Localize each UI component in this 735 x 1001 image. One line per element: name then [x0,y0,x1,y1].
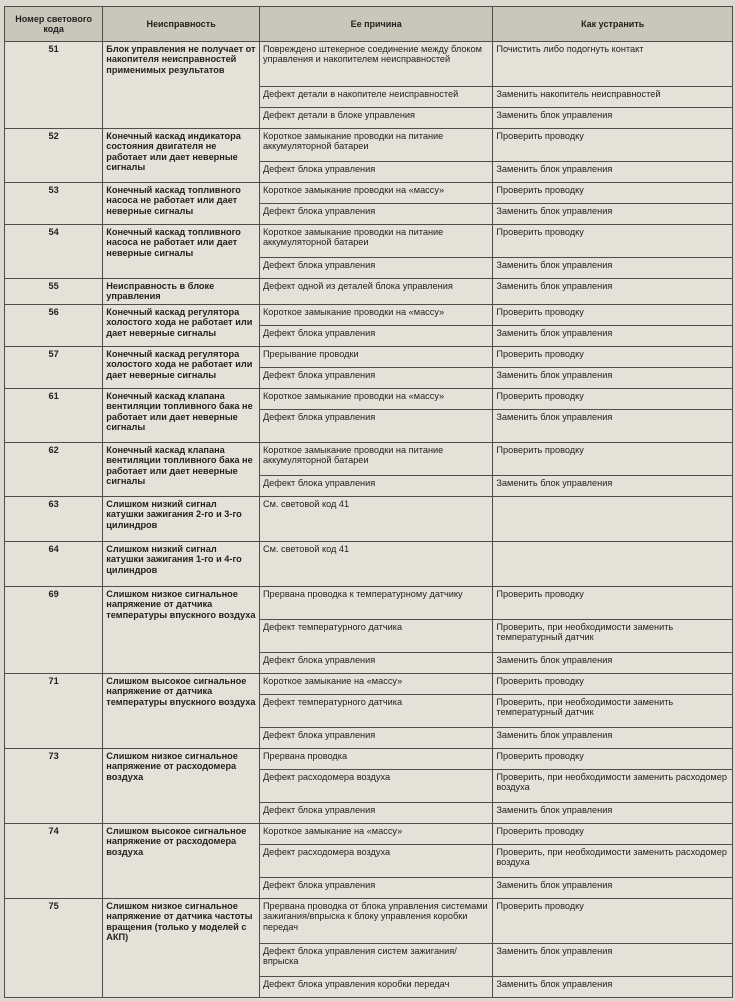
fault-cell: Конечный каскад топливного насоса не работает или дает неверные сигналы [103,225,260,279]
table-row [5,586,733,619]
fix-cell: Заменить блок управления [493,652,733,673]
table-row [5,304,733,325]
fix-cell: Проверить, при необходимости заменить расходомер воздуха [493,769,733,802]
fix-cell: Проверить проводку [493,586,733,619]
fault-cell: Слишком высокое сигнальное напряжение от расходомера воздуха [103,823,260,898]
fix-cell: Заменить блок управления [493,877,733,898]
cause-cell: Короткое замыкание проводки на «массу» [259,388,492,409]
table-body [5,42,733,998]
cause-cell: Дефект расходомера воздуха [259,844,492,877]
fix-cell: Заменить блок управления [493,162,733,183]
fix-cell: Заменить блок управления [493,802,733,823]
table-row [5,129,733,162]
cause-cell: См. световой код 41 [259,541,492,586]
table-row [5,673,733,694]
fix-cell: Заменить блок управления [493,258,733,279]
fault-cell: Слишком низкое сигнальное напряжение от датчика частоты вращения (только у моделей с АКП) [103,898,260,997]
table-row [5,496,733,541]
cause-cell: Прерывание проводки [259,346,492,367]
fix-cell: Заменить накопитель неисправностей [493,87,733,108]
code-cell: 69 [5,586,103,673]
cause-cell: Короткое замыкание на «массу» [259,823,492,844]
fix-cell: Заменить блок управления [493,325,733,346]
fix-cell: Заменить блок управления [493,943,733,976]
fault-cell: Конечный каскад индикатора состояния двигателя не работает или дает неверные сигналы [103,129,260,183]
fix-cell: Проверить, при необходимости заменить расходомер воздуха [493,844,733,877]
code-cell: 54 [5,225,103,279]
code-cell: 62 [5,442,103,496]
cause-cell: Короткое замыкание проводки на питание аккумуляторной батареи [259,442,492,475]
table-row [5,225,733,258]
fault-cell: Конечный каскад клапана вентиляции топливного бака не работает или дает неверные сигналы [103,388,260,442]
table-row [5,183,733,204]
table-row [5,541,733,586]
header-code: Номер светового кода [5,7,103,42]
code-cell: 57 [5,346,103,388]
cause-cell: Дефект блока управления [259,325,492,346]
fix-cell: Заменить блок управления [493,976,733,997]
fix-cell: Проверить проводку [493,748,733,769]
fix-cell: Проверить, при необходимости заменить температурный датчик [493,694,733,727]
header-cause: Ее причина [259,7,492,42]
fix-cell [493,496,733,541]
fix-cell: Заменить блок управления [493,279,733,305]
fault-cell: Слишком высокое сигнальное напряжение от датчика температуры впускного воздуха [103,673,260,748]
table-row [5,442,733,475]
fault-cell: Конечный каскад регулятора холостого хода не работает или дает неверные сигналы [103,346,260,388]
cause-cell: Короткое замыкание проводки на питание аккумуляторной батареи [259,225,492,258]
code-cell: 61 [5,388,103,442]
cause-cell: Прервана проводка [259,748,492,769]
fault-cell: Слишком низкое сигнальное напряжение от расходомера воздуха [103,748,260,823]
fix-cell: Проверить, при необходимости заменить температурный датчик [493,619,733,652]
fix-cell: Почистить либо подогнуть контакт [493,42,733,87]
fault-code-table [4,6,733,998]
cause-cell: Дефект блока управления [259,204,492,225]
table-row [5,346,733,367]
cause-cell: Повреждено штекерное соединение между блоком управления и накопителем неисправностей [259,42,492,87]
fault-cell: Блок управления не получает от накопителя неисправностей применимых результатов [103,42,260,129]
fix-cell: Заменить блок управления [493,204,733,225]
fault-cell: Конечный каскад топливного насоса не работает или дает неверные сигналы [103,183,260,225]
fault-cell: Конечный каскад клапана вентиляции топливного бака не работает или дает неверные сигналы [103,442,260,496]
cause-cell: Дефект блока управления [259,367,492,388]
code-cell: 55 [5,279,103,305]
code-cell: 73 [5,748,103,823]
fix-cell: Заменить блок управления [493,727,733,748]
fix-cell [493,541,733,586]
fix-cell: Проверить проводку [493,442,733,475]
code-cell: 53 [5,183,103,225]
code-cell: 74 [5,823,103,898]
fix-cell: Проверить проводку [493,898,733,943]
table-row [5,279,733,305]
cause-cell: Дефект температурного датчика [259,619,492,652]
table-header-row [5,7,733,42]
cause-cell: Дефект блока управления систем зажигания/впрыска [259,943,492,976]
code-cell: 63 [5,496,103,541]
cause-cell: Дефект одной из деталей блока управления [259,279,492,305]
fix-cell: Заменить блок управления [493,409,733,442]
cause-cell: Дефект блока управления коробки передач [259,976,492,997]
cause-cell: Дефект блока управления [259,727,492,748]
fault-cell: Неисправность в блоке управления [103,279,260,305]
cause-cell: Короткое замыкание проводки на «массу» [259,183,492,204]
fix-cell: Заменить блок управления [493,367,733,388]
code-cell: 52 [5,129,103,183]
fix-cell: Заменить блок управления [493,108,733,129]
table-row [5,42,733,87]
fix-cell: Проверить проводку [493,129,733,162]
header-fault: Неисправность [103,7,260,42]
fault-cell: Слишком низкий сигнал катушки зажигания 2-го и 3-го цилиндров [103,496,260,541]
fix-cell: Проверить проводку [493,823,733,844]
cause-cell: Дефект детали в блоке управления [259,108,492,129]
cause-cell: Дефект блока управления [259,652,492,673]
table-row [5,823,733,844]
cause-cell: Дефект блока управления [259,409,492,442]
cause-cell: Короткое замыкание проводки на питание аккумуляторной батареи [259,129,492,162]
fix-cell: Проверить проводку [493,673,733,694]
fault-cell: Слишком низкое сигнальное напряжение от датчика температуры впускного воздуха [103,586,260,673]
fault-cell: Слишком низкий сигнал катушки зажигания 1-го и 4-го цилиндров [103,541,260,586]
table-row [5,748,733,769]
fix-cell: Проверить проводку [493,388,733,409]
cause-cell: Прервана проводка от блока управления системами зажигания/впрыска к блоку управления коробки передач [259,898,492,943]
cause-cell: Дефект блока управления [259,162,492,183]
fault-cell: Конечный каскад регулятора холостого хода не работает или дает неверные сигналы [103,304,260,346]
cause-cell: Дефект детали в накопителе неисправностей [259,87,492,108]
document-page [4,6,733,999]
cause-cell: Дефект блока управления [259,802,492,823]
code-cell: 56 [5,304,103,346]
header-fix: Как устранить [493,7,733,42]
table-row [5,388,733,409]
cause-cell: См. световой код 41 [259,496,492,541]
fix-cell: Проверить проводку [493,225,733,258]
code-cell: 71 [5,673,103,748]
cause-cell: Короткое замыкание на «массу» [259,673,492,694]
fix-cell: Проверить проводку [493,304,733,325]
code-cell: 64 [5,541,103,586]
fix-cell: Заменить блок управления [493,475,733,496]
cause-cell: Дефект блока управления [259,258,492,279]
fix-cell: Проверить проводку [493,183,733,204]
cause-cell: Дефект блока управления [259,877,492,898]
cause-cell: Прервана проводка к температурному датчику [259,586,492,619]
code-cell: 75 [5,898,103,997]
cause-cell: Короткое замыкание проводки на «массу» [259,304,492,325]
cause-cell: Дефект расходомера воздуха [259,769,492,802]
fix-cell: Проверить проводку [493,346,733,367]
cause-cell: Дефект температурного датчика [259,694,492,727]
code-cell: 51 [5,42,103,129]
cause-cell: Дефект блока управления [259,475,492,496]
table-row [5,898,733,943]
